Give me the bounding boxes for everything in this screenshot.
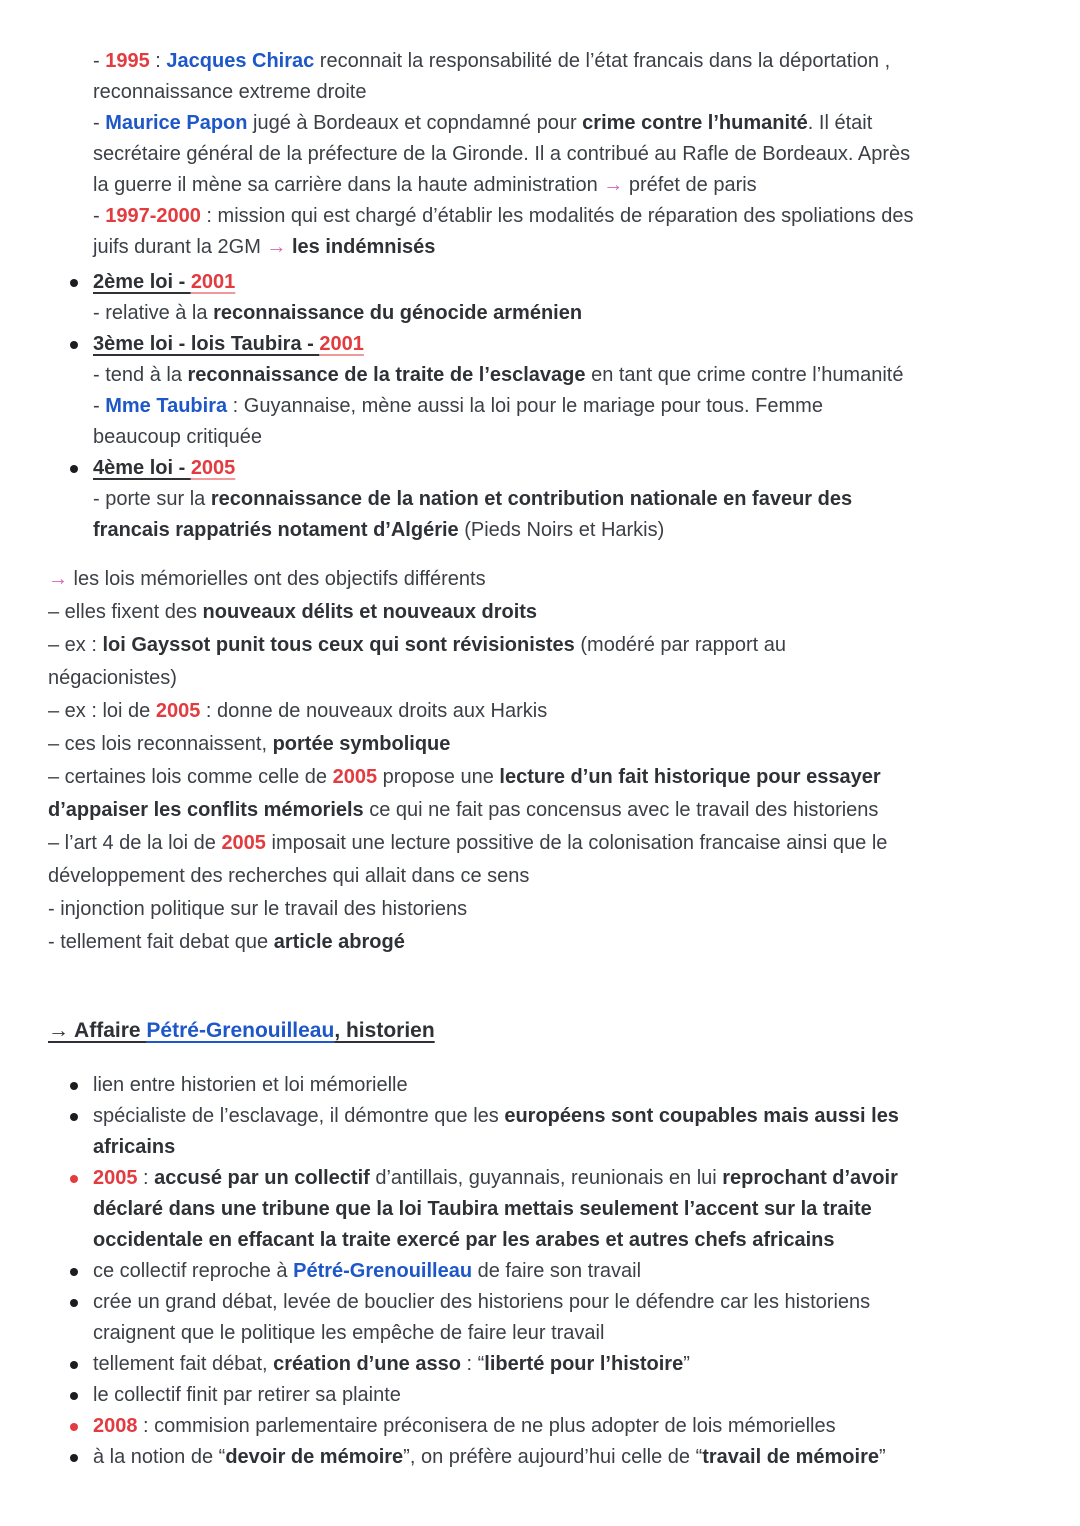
text-line [93,1256,1040,1287]
text-line [48,596,1040,629]
list-item [48,329,1040,453]
list-item-content [93,1349,1040,1380]
text-run: → Affaire [48,1019,147,1042]
text-run: . Il était [807,112,873,134]
text-line [93,1349,1040,1380]
text-run: nouveaux délits et nouveaux droits [202,601,538,623]
text-run: - [93,50,106,72]
bullet-marker [48,1287,93,1318]
text-run: - [93,112,106,134]
text-line [48,563,1040,596]
text-run: - [93,205,106,227]
text-line [93,1194,1040,1225]
note-blocks [48,46,1040,1473]
text-line [93,1225,1040,1256]
text-line [93,77,1040,108]
text-run: lien entre historien et loi mémorielle [93,1074,408,1096]
vertical-gap [48,1046,1040,1070]
bullet-dot [70,1175,78,1183]
text-run: : [137,1167,155,1189]
bullet-dot [70,1423,78,1431]
text-run: reconnaissance extreme droite [93,81,367,103]
memorial-laws-list [48,267,1040,546]
text-run: imposait une lecture possitive de la colonisation francaise ainsi que le [265,832,888,854]
text-run: craignent que le politique les empêche de faire leur travail [93,1322,605,1344]
text-run: reconnait la responsabilité de l’état francais dans la déportation , [314,50,891,72]
text-run: : Guyannaise, mène aussi la loi pour le mariage pour tous. Femme [227,395,823,417]
text-line [93,360,1040,391]
affaire-petre-grenouilleau-heading [48,1015,1040,1046]
text-run: : [149,50,167,72]
text-run: développement des recherches qui allait dans ce sens [48,865,530,887]
text-line [93,139,1040,170]
text-run: les lois mémorielles ont des objectifs différents [68,568,486,590]
text-run: crée un grand débat, levée de bouclier des historiens pour le défendre car les historiens [93,1291,871,1313]
text-line [93,108,1040,139]
text-run: ce collectif reproche à [93,1260,294,1282]
text-line [93,1380,1040,1411]
text-line [48,728,1040,761]
list-item-content [93,1163,1040,1256]
text-run: secrétaire général de la préfecture de la Gironde. Il a contribué au Rafle de Bordeaux. Après [93,143,911,165]
text-line [93,1442,1040,1473]
text-run: ” [878,1446,886,1468]
affaire-details-list [48,1070,1040,1473]
bullet-dot [70,341,78,349]
text-line [48,761,1040,794]
text-run: accusé par un collectif [154,1167,370,1189]
text-run: - [93,395,106,417]
text-run: - relative à la [93,302,214,324]
bullet-marker [48,1163,93,1194]
text-run: (modéré par rapport au [574,634,787,656]
text-line [93,232,1040,263]
text-run: : mission qui est chargé d’établir les modalités de réparation des spoliations des [200,205,914,227]
text-line [93,422,1040,453]
text-run: reprochant d’avoir [722,1167,898,1189]
list-item [48,1101,1040,1163]
text-run: - tend à la [93,364,188,386]
text-run: 3ème loi - lois Taubira - [93,333,320,355]
text-line [93,1287,1040,1318]
bullet-dot [70,1454,78,1462]
bullet-dot [70,1082,78,1090]
text-run: devoir de mémoire [225,1446,404,1468]
text-run: 2005 [221,832,266,854]
text-line [93,453,1040,484]
text-run: reconnaissance de la traite de l’esclavage [187,364,586,386]
list-item-content [93,1442,1040,1473]
text-run: spécialiste de l’esclavage, il démontre que les [93,1105,505,1127]
text-run: déclaré dans une tribune que la loi Taubira mettais seulement l’accent sur la traite [93,1198,872,1220]
text-run: d’antillais, guyannais, reunionais en lui [369,1167,723,1189]
text-run: 4ème loi - [93,457,191,479]
list-item-content [93,267,1040,329]
text-run: 1995 [105,50,150,72]
list-item-content [93,1070,1040,1101]
text-run: travail de mémoire [702,1446,879,1468]
text-run: portée symbolique [272,733,451,755]
vertical-gap [48,959,1040,1015]
list-item [48,267,1040,329]
bullet-dot [70,465,78,473]
text-run: négacionistes) [48,667,177,689]
text-line [48,794,1040,827]
text-run: jugé à Bordeaux et copndamné pour [247,112,583,134]
text-run: : donne de nouveaux droits aux Harkis [200,700,548,722]
text-line [48,893,1040,926]
bullet-marker [48,1380,93,1411]
list-item-content [93,1101,1040,1163]
text-run: 2005 [93,1167,138,1189]
text-run: 2008 [93,1415,138,1437]
bullet-marker [48,1411,93,1442]
text-line [93,298,1040,329]
section-heading-line [48,1015,1040,1046]
text-run: le collectif finit par retirer sa plainte [93,1384,401,1406]
list-item-content [93,1287,1040,1349]
list-item-content [93,1411,1040,1442]
text-run: en tant que crime contre l’humanité [585,364,904,386]
text-line [48,926,1040,959]
arrow-right-glyph: → [48,568,68,590]
text-line [93,267,1040,298]
text-run: 2005 [190,457,236,479]
text-run: ce qui ne fait pas concensus avec le travail des historiens [363,799,879,821]
text-line [48,860,1040,893]
text-run: francais rappatriés notament d’Algérie [93,519,459,541]
text-line [93,1101,1040,1132]
list-item [48,1380,1040,1411]
text-run: – ex : [48,634,103,656]
bullet-dot [70,1392,78,1400]
bullet-marker [48,1349,93,1380]
vertical-gap [48,546,1040,563]
text-line [93,1318,1040,1349]
text-run: à la notion de “ [93,1446,226,1468]
text-line [93,201,1040,232]
text-run: article abrogé [273,931,405,953]
text-run: – ces lois reconnaissent, [48,733,273,755]
text-line [48,695,1040,728]
text-run: d’appaiser les conflits mémoriels [48,799,364,821]
list-item [48,1256,1040,1287]
text-run: reconnaissance de la nation et contribution nationale en faveur des [210,488,853,510]
text-run: – certaines lois comme celle de [48,766,333,788]
text-line [48,629,1040,662]
list-item [48,1442,1040,1473]
text-run: 2ème loi - [93,271,191,293]
text-run: 2001 [319,333,364,355]
text-run: les indémnisés [291,236,436,258]
text-run: (Pieds Noirs et Harkis) [458,519,665,541]
text-run: : commision parlementaire préconisera de ne plus adopter de lois mémorielles [137,1415,836,1437]
bullet-marker [48,329,93,360]
text-run: , historien [334,1019,435,1042]
bullet-dot [70,279,78,287]
text-line [93,46,1040,77]
list-item [48,453,1040,546]
list-item [48,1349,1040,1380]
text-run: juifs durant la 2GM [93,236,267,258]
text-run: : “ [460,1353,485,1375]
text-run: - injonction politique sur le travail des historiens [48,898,468,920]
text-run: Mme Taubira [105,395,228,417]
text-run: lecture d’un fait historique pour essayer [499,766,881,788]
text-run: 2001 [190,271,236,293]
text-line [93,329,1040,360]
text-line [93,515,1040,546]
text-run: occidentale en effacant la traite exercé par les arabes et autres chefs africains [93,1229,835,1251]
text-run: reconnaissance du génocide arménien [213,302,583,324]
text-run: tellement fait débat, [93,1353,274,1375]
bullet-marker [48,1070,93,1101]
text-run: 2005 [155,700,201,722]
arrow-right-glyph: → [603,174,624,196]
bullet-dot [70,1299,78,1307]
list-item [48,1163,1040,1256]
bullet-marker [48,453,93,484]
text-run: création d’une asso [273,1353,461,1375]
text-run: – elles fixent des [48,601,203,623]
text-line [93,391,1040,422]
text-run: - porte sur la [93,488,211,510]
text-run: Jacques Chirac [166,50,315,72]
text-run: loi Gayssot punit tous ceux qui sont révisionistes [102,634,575,656]
text-run: crime contre l’humanité [582,112,808,134]
bullet-marker [48,1442,93,1473]
text-run: propose une [377,766,500,788]
list-item-content [93,329,1040,453]
text-run: ”, on préfère aujourd’hui celle de “ [403,1446,703,1468]
text-run: beaucoup critiquée [93,426,263,448]
text-line [48,662,1040,695]
list-item-content [93,1380,1040,1411]
list-item [48,1070,1040,1101]
bullet-marker [48,1101,93,1132]
text-line [48,827,1040,860]
text-run: - tellement fait debat que [48,931,274,953]
text-run: européens sont coupables mais aussi les [504,1105,899,1127]
text-line [93,484,1040,515]
text-run: 2005 [332,766,378,788]
text-run: la guerre il mène sa carrière dans la haute administration [93,174,604,196]
text-run: Pétré-Grenouilleau [146,1019,335,1042]
text-line [93,1163,1040,1194]
list-item [48,1411,1040,1442]
text-run: Maurice Papon [105,112,248,134]
text-line [93,170,1040,201]
list-item-content [93,1256,1040,1287]
text-line [93,1132,1040,1163]
text-run: – ex : loi de [48,700,156,722]
bullet-dot [70,1361,78,1369]
bullet-marker [48,267,93,298]
text-run: africains [93,1136,176,1158]
bullet-dot [70,1268,78,1276]
text-run: – l’art 4 de la loi de [48,832,222,854]
arrow-right-glyph: → [266,236,287,258]
text-run: ” [683,1353,690,1375]
list-item [48,1287,1040,1349]
bullet-dot [70,1113,78,1121]
text-line [93,1411,1040,1442]
text-run: liberté pour l’histoire [484,1353,684,1375]
laws-objectives-block [48,563,1040,959]
text-run: préfet de paris [623,174,757,196]
text-run: de faire son travail [472,1260,642,1282]
text-run: Pétré-Grenouilleau [293,1260,473,1282]
text-run: 1997-2000 [105,205,201,227]
bullet-marker [48,1256,93,1287]
text-line [93,1070,1040,1101]
list-item-content [93,453,1040,546]
notes-intro-block [93,46,1040,263]
